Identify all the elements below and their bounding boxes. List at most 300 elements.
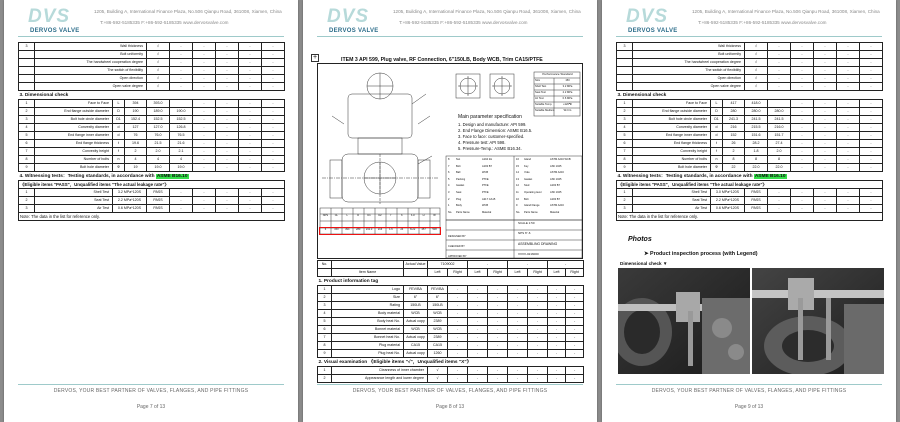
table-cell: - bbox=[193, 116, 216, 124]
table-cell: - bbox=[262, 83, 285, 91]
standard-value: 6" bbox=[404, 294, 428, 302]
note-text: Note: The data in the list for reference only. bbox=[617, 213, 883, 221]
table-cell: - bbox=[239, 83, 262, 91]
table-cell: - bbox=[468, 350, 488, 358]
table-row bbox=[19, 100, 285, 108]
row-number bbox=[617, 59, 633, 67]
test-name: Shell Test bbox=[633, 189, 711, 197]
standard-value: FEV/BA bbox=[404, 286, 428, 294]
symbol: d bbox=[113, 124, 125, 132]
measured-value: 4 bbox=[170, 156, 193, 164]
perf-value: 150 bbox=[565, 79, 570, 82]
photos-subheading: ➤ Product inspection process (with Legend) bbox=[644, 251, 758, 257]
row-number: 5 bbox=[318, 318, 332, 326]
part-material: WCB bbox=[482, 204, 489, 208]
spec-line: 3. Face to face: customer-specified. bbox=[458, 134, 525, 139]
caliper-photo-right-image bbox=[752, 268, 884, 374]
measured-value: 28.2 bbox=[745, 140, 768, 148]
standard-value: 127 bbox=[125, 124, 147, 132]
table-cell: - bbox=[170, 83, 193, 91]
table-cell: - bbox=[170, 189, 193, 197]
table-row bbox=[19, 116, 285, 124]
table-cell: - bbox=[468, 318, 488, 326]
table-row bbox=[318, 286, 584, 294]
footer-slogan: DERVOS, YOUR BEST PARTNER OF VALVES, FLANGES, AND PIPE FITTINGS bbox=[53, 388, 249, 394]
table-cell: - bbox=[791, 116, 814, 124]
table-cell: - bbox=[814, 132, 837, 140]
row-number: 4 bbox=[318, 310, 332, 318]
table-cell: - bbox=[791, 108, 814, 116]
perf-value: W.O.G bbox=[563, 109, 572, 112]
part-name: Nut bbox=[456, 158, 461, 161]
table-cell: - bbox=[837, 148, 860, 156]
measured-value: 127.0 bbox=[147, 124, 170, 132]
section-title: 2. Visual examination 《Eligible items "√"，Unqualified items "X"》 bbox=[318, 358, 584, 367]
test-name: Air Test bbox=[633, 205, 711, 213]
measured-value: CA15 bbox=[428, 342, 448, 350]
table-cell: - bbox=[860, 148, 883, 156]
perf-label: Suitable Temp. bbox=[535, 103, 553, 106]
spec-line: 1. Design and manufacture: API 599. bbox=[458, 122, 527, 127]
standard-value: 2 bbox=[723, 148, 745, 156]
table-cell: - bbox=[548, 286, 566, 294]
table-header-row bbox=[318, 261, 584, 269]
table-cell: - bbox=[508, 326, 528, 334]
test-result: PASS bbox=[745, 205, 768, 213]
check-mark: √ bbox=[147, 75, 170, 83]
row-number: 4 bbox=[19, 124, 35, 132]
part-no: 7 bbox=[448, 164, 450, 168]
standard-value: 280 bbox=[723, 108, 745, 116]
item-name: The handwheel cooperation degree bbox=[633, 59, 745, 67]
row-number: 2 bbox=[19, 108, 35, 116]
table-cell: - bbox=[262, 189, 285, 197]
witness-text: 4. Witnessing tests：Testing standards, in accordance with bbox=[19, 173, 156, 179]
test-pressure: 2.2 MPa*120S bbox=[711, 197, 745, 205]
table-cell: - bbox=[837, 116, 860, 124]
table-cell: - bbox=[262, 108, 285, 116]
table-cell: - bbox=[528, 367, 548, 375]
table-cell: - bbox=[216, 75, 239, 83]
table-cell: - bbox=[860, 205, 883, 213]
section-heading-row bbox=[19, 91, 285, 100]
dim-head-cell: f bbox=[390, 214, 392, 217]
part-material: AISI 1045 bbox=[550, 177, 562, 181]
row-number bbox=[19, 83, 35, 91]
table-cell: - bbox=[768, 51, 791, 59]
table-cell: - bbox=[860, 43, 883, 51]
part-no: No. bbox=[448, 210, 453, 214]
table-cell: - bbox=[814, 116, 837, 124]
measured-value bbox=[170, 100, 193, 108]
table-cell: - bbox=[448, 310, 468, 318]
side-label: Left bbox=[548, 269, 566, 277]
witness-text: 4. Witnessing tests：Testing standards, in accordance with bbox=[617, 173, 754, 179]
check-mark: √ bbox=[745, 43, 768, 51]
table-cell: - bbox=[216, 43, 239, 51]
measured-value: 241.5 bbox=[745, 116, 768, 124]
table-cell: - bbox=[239, 197, 262, 205]
witness-standard-highlight: ASME B16.10 bbox=[754, 173, 786, 179]
item-name: Bolt hole circle diameter bbox=[35, 116, 113, 124]
logo-subtitle: DERVOS VALVE bbox=[329, 28, 379, 34]
part-no: No. bbox=[516, 210, 521, 214]
item-name: Number of bolts bbox=[633, 156, 711, 164]
symbol: n bbox=[711, 156, 723, 164]
part-no: 16 bbox=[516, 158, 519, 161]
table-cell: - bbox=[528, 334, 548, 342]
table-cell: - bbox=[239, 51, 262, 59]
table-cell: - bbox=[262, 59, 285, 67]
standard-value: 19.6 bbox=[125, 140, 147, 148]
item-name: Convexity diameter bbox=[633, 124, 711, 132]
table-cell: - bbox=[860, 67, 883, 75]
parts-row bbox=[516, 177, 580, 184]
assembly-label: ASSEMBLING DRAWING bbox=[518, 242, 558, 246]
part-name: Parts Name bbox=[524, 210, 538, 214]
measured-value: 280.0 bbox=[768, 108, 791, 116]
photos-heading: Photos bbox=[628, 236, 652, 243]
page-header bbox=[303, 6, 597, 40]
row-number: 9 bbox=[19, 164, 35, 172]
measured-value: 1.8 bbox=[745, 148, 768, 156]
table-row bbox=[19, 51, 285, 59]
part-no: 3 bbox=[448, 190, 450, 194]
item-name: Face to Face bbox=[633, 100, 711, 108]
dim-head-cell: D1 bbox=[367, 214, 371, 217]
item-name: Rating bbox=[332, 302, 404, 310]
table-cell: - bbox=[548, 375, 566, 383]
item-name: End flange inner diameter bbox=[633, 132, 711, 140]
standard-value: 152 bbox=[723, 132, 745, 140]
table-cell: - bbox=[216, 124, 239, 132]
parts-list-left bbox=[448, 157, 512, 216]
table-cell: - bbox=[239, 164, 262, 172]
measured-value: 152.5 bbox=[170, 116, 193, 124]
table-cell: - bbox=[508, 294, 528, 302]
company-address: 1205, Building A, International Finance Plaza, No.506 Qianpu Road, 361008, Xiamen, China bbox=[94, 9, 282, 14]
table-cell: - bbox=[448, 334, 468, 342]
part-name: Bolt bbox=[456, 164, 461, 168]
company-address: 1205, Building A, International Finance Plaza, No.506 Qianpu Road, 361008, Xiamen, China bbox=[692, 9, 880, 14]
part-material: PTFE bbox=[482, 184, 489, 188]
perf-value: 0.6 MPa bbox=[562, 97, 573, 100]
table-cell: - bbox=[548, 261, 584, 269]
measured-value: 241.5 bbox=[768, 116, 791, 124]
standard-value: 417 bbox=[723, 100, 745, 108]
page-header bbox=[4, 6, 298, 40]
item-name: Plug material bbox=[332, 342, 404, 350]
table-cell: - bbox=[814, 100, 837, 108]
note-row bbox=[19, 213, 285, 221]
footer-rule bbox=[18, 384, 284, 385]
table-cell: - bbox=[791, 164, 814, 172]
table-cell: - bbox=[566, 286, 584, 294]
test-result: PASS bbox=[147, 197, 170, 205]
table-row bbox=[617, 164, 883, 172]
table-cell: - bbox=[170, 59, 193, 67]
table-cell: - bbox=[262, 205, 285, 213]
performance-table bbox=[535, 78, 580, 114]
table-cell: - bbox=[791, 124, 814, 132]
table-cell: - bbox=[216, 108, 239, 116]
table-cell: - bbox=[768, 67, 791, 75]
table-cell: - bbox=[468, 326, 488, 334]
table-cell: - bbox=[814, 140, 837, 148]
table-cell: - bbox=[193, 51, 216, 59]
table-cell: - bbox=[488, 375, 508, 383]
page-footer bbox=[303, 388, 597, 410]
row-number: 3 bbox=[617, 43, 633, 51]
standard-value: 216 bbox=[723, 124, 745, 132]
measured-value: WCB bbox=[428, 326, 448, 334]
table-cell: - bbox=[193, 43, 216, 51]
table-cell: - bbox=[193, 197, 216, 205]
table-cell: - bbox=[488, 318, 508, 326]
part-material: AISI 1045 bbox=[550, 164, 562, 168]
table-cell: - bbox=[814, 197, 837, 205]
item-name: Convexity height bbox=[35, 148, 113, 156]
perf-value: ≤120℃ bbox=[563, 103, 572, 106]
table-cell: - bbox=[488, 294, 508, 302]
table-cell: - bbox=[791, 205, 814, 213]
part-name: Key bbox=[524, 164, 529, 168]
table-cell: - bbox=[508, 350, 528, 358]
table-cell: - bbox=[448, 318, 468, 326]
table-cell: - bbox=[216, 140, 239, 148]
table-cell: - bbox=[508, 286, 528, 294]
table-row bbox=[19, 156, 285, 164]
perf-label: Size bbox=[535, 79, 541, 82]
move-handle-icon[interactable]: + bbox=[312, 54, 318, 61]
report-page-8 bbox=[303, 0, 597, 422]
row-number: 6 bbox=[19, 140, 35, 148]
actual-value-number: 7109002 bbox=[428, 261, 468, 269]
table-cell: - bbox=[860, 140, 883, 148]
table-cell: - bbox=[488, 334, 508, 342]
test-result: PASS bbox=[147, 205, 170, 213]
table-cell: - bbox=[768, 205, 791, 213]
table-cell: - bbox=[216, 51, 239, 59]
part-material: Material bbox=[482, 210, 492, 214]
item-name: Bonnet heat No. bbox=[332, 334, 404, 342]
check-mark: √ bbox=[745, 59, 768, 67]
part-no: 10 bbox=[516, 197, 519, 201]
measured-value: FEV/BA bbox=[428, 286, 448, 294]
measured-value: 2.1 bbox=[170, 148, 193, 156]
row-number: 8 bbox=[617, 156, 633, 164]
table-cell: - bbox=[566, 326, 584, 334]
row-number: 2 bbox=[19, 197, 35, 205]
parts-row bbox=[516, 170, 580, 177]
measured-value: 76.0 bbox=[147, 132, 170, 140]
table-cell: - bbox=[262, 164, 285, 172]
table-cell: - bbox=[448, 302, 468, 310]
table-cell: - bbox=[448, 326, 468, 334]
witness-heading-row bbox=[19, 172, 285, 181]
row-number: 8 bbox=[19, 156, 35, 164]
item-name: Body material bbox=[332, 310, 404, 318]
table-row bbox=[19, 189, 285, 197]
standard-value: 26 bbox=[723, 140, 745, 148]
table-cell: - bbox=[528, 342, 548, 350]
table-cell: - bbox=[448, 342, 468, 350]
table-row bbox=[19, 108, 285, 116]
item-name: The switch of flexibility bbox=[35, 67, 147, 75]
header-rule bbox=[18, 36, 284, 37]
table-cell: - bbox=[193, 189, 216, 197]
parts-row bbox=[448, 157, 512, 164]
item-name: Bolt hole circle diameter bbox=[633, 116, 711, 124]
standard-value: Actual copy bbox=[404, 318, 428, 326]
table-cell: - bbox=[508, 302, 528, 310]
table-cell: - bbox=[837, 205, 860, 213]
table-cell: - bbox=[239, 148, 262, 156]
table-cell: - bbox=[837, 75, 860, 83]
dim-head-cell: L bbox=[346, 214, 348, 217]
table-cell: - bbox=[837, 59, 860, 67]
table-cell: - bbox=[768, 59, 791, 67]
side-label: Right bbox=[528, 269, 548, 277]
item-name: The handwheel cooperation degree bbox=[35, 59, 147, 67]
measured-value: 22.0 bbox=[768, 164, 791, 172]
table-cell: - bbox=[239, 189, 262, 197]
parts-row bbox=[516, 210, 580, 217]
table-cell: - bbox=[448, 367, 468, 375]
item-name: Bolt hole diameter bbox=[633, 164, 711, 172]
page-number: Page 7 of 13 bbox=[136, 404, 166, 410]
dim-value-cell: 394 bbox=[345, 228, 350, 231]
dim-head-cell: NPS bbox=[322, 214, 329, 217]
part-material: A194 2H bbox=[482, 158, 493, 161]
table-cell: - bbox=[548, 334, 566, 342]
table-cell: - bbox=[488, 310, 508, 318]
section-heading-row bbox=[318, 277, 584, 286]
item-name: End flange outside diameter bbox=[633, 108, 711, 116]
dim-head-cell: H bbox=[422, 214, 425, 217]
symbol: Φ bbox=[113, 164, 125, 172]
symbol: d bbox=[113, 132, 125, 140]
table-row bbox=[19, 43, 285, 51]
nps-label: NPS 6"-6 bbox=[518, 231, 531, 235]
logo-subtitle: DERVOS VALVE bbox=[30, 28, 80, 34]
row-number: 9 bbox=[318, 350, 332, 358]
table-cell: - bbox=[262, 132, 285, 140]
performance-title: Performance Standard bbox=[542, 72, 573, 76]
standard-value: Actual copy bbox=[404, 350, 428, 358]
item-name: Plug heat No. bbox=[332, 350, 404, 358]
table-cell: - bbox=[193, 205, 216, 213]
measured-value bbox=[768, 100, 791, 108]
table-cell: - bbox=[814, 83, 837, 91]
standard-value: 152.4 bbox=[125, 116, 147, 124]
item-name: End flange inner diameter bbox=[35, 132, 113, 140]
logo-mark: DVS bbox=[327, 6, 370, 27]
header-no: No. bbox=[318, 261, 332, 269]
table-cell: - bbox=[448, 286, 468, 294]
check-mark: √ bbox=[745, 67, 768, 75]
test-result: PASS bbox=[147, 189, 170, 197]
inspection-table bbox=[317, 260, 584, 383]
test-name: Seat Test bbox=[633, 197, 711, 205]
table-cell: - bbox=[508, 367, 528, 375]
table-cell: - bbox=[860, 108, 883, 116]
parts-row bbox=[448, 210, 512, 217]
row-number: 9 bbox=[617, 164, 633, 172]
measured-value: 280.0 bbox=[745, 108, 768, 116]
parts-row bbox=[516, 164, 580, 171]
table-cell: - bbox=[170, 197, 193, 205]
parts-row bbox=[448, 203, 512, 210]
table-row bbox=[617, 59, 883, 67]
table-cell: - bbox=[837, 100, 860, 108]
table-cell: - bbox=[791, 100, 814, 108]
part-material: A193 B7 bbox=[550, 184, 560, 188]
part-material: WCB bbox=[482, 171, 489, 175]
table-cell: - bbox=[262, 116, 285, 124]
table-cell: - bbox=[448, 375, 468, 383]
item-name: Face to Face bbox=[35, 100, 113, 108]
standard-value: WCB bbox=[404, 310, 428, 318]
witness-criteria: 《Eligible items "PASS"，Unqualified items "The actual leakage rate"》 bbox=[19, 181, 285, 189]
row-number: 7 bbox=[19, 148, 35, 156]
table-cell: - bbox=[170, 205, 193, 213]
page-number: Page 8 of 13 bbox=[435, 404, 465, 410]
table-cell: - bbox=[468, 334, 488, 342]
table-cell: - bbox=[791, 75, 814, 83]
table-cell: - bbox=[262, 100, 285, 108]
standard-value: WCB bbox=[404, 326, 428, 334]
check-mark: √ bbox=[745, 51, 768, 59]
test-pressure: 0.6 MPa*120S bbox=[711, 205, 745, 213]
drawing-number: XXXX-0216000 bbox=[518, 252, 539, 256]
header-rule bbox=[317, 36, 583, 37]
item-name: Body heat No. bbox=[332, 318, 404, 326]
item-name: Number of bolts bbox=[35, 156, 113, 164]
table-cell: - bbox=[860, 156, 883, 164]
dim-value-cell: 6 bbox=[324, 228, 327, 231]
table-cell: - bbox=[860, 197, 883, 205]
measured-value: 8 bbox=[768, 156, 791, 164]
spec-line: 2. End Flange Dimension: ASME B16.5. bbox=[458, 128, 533, 133]
company-contact: T:+86-592-5185335 F:+86-592-5185335 www.dervosvalve.com bbox=[698, 20, 827, 25]
company-contact: T:+86-592-5185335 F:+86-592-5185335 www.dervosvalve.com bbox=[399, 20, 528, 25]
row-number: 3 bbox=[19, 116, 35, 124]
table-row bbox=[19, 205, 285, 213]
symbol: d bbox=[711, 124, 723, 132]
table-row bbox=[19, 132, 285, 140]
item-name: Convexity height bbox=[633, 148, 711, 156]
parts-row bbox=[448, 197, 512, 204]
dim-head-cell: CL bbox=[334, 214, 339, 217]
symbol: L bbox=[711, 100, 723, 108]
measured-value: 150LB bbox=[428, 302, 448, 310]
table-cell: - bbox=[837, 124, 860, 132]
item-name: End flange thickness bbox=[633, 140, 711, 148]
row-number: 7 bbox=[617, 148, 633, 156]
table-cell: - bbox=[814, 75, 837, 83]
table-cell: - bbox=[262, 148, 285, 156]
test-result: PASS bbox=[745, 189, 768, 197]
table-cell: - bbox=[468, 294, 488, 302]
dim-value-cell: 8-22 bbox=[410, 228, 416, 231]
dim-value-cell: 280 bbox=[356, 228, 361, 231]
part-material: PTFE bbox=[482, 190, 489, 194]
table-cell: - bbox=[860, 75, 883, 83]
measured-value: 126.8 bbox=[170, 124, 193, 132]
blank bbox=[318, 269, 332, 277]
parts-row bbox=[516, 203, 580, 210]
